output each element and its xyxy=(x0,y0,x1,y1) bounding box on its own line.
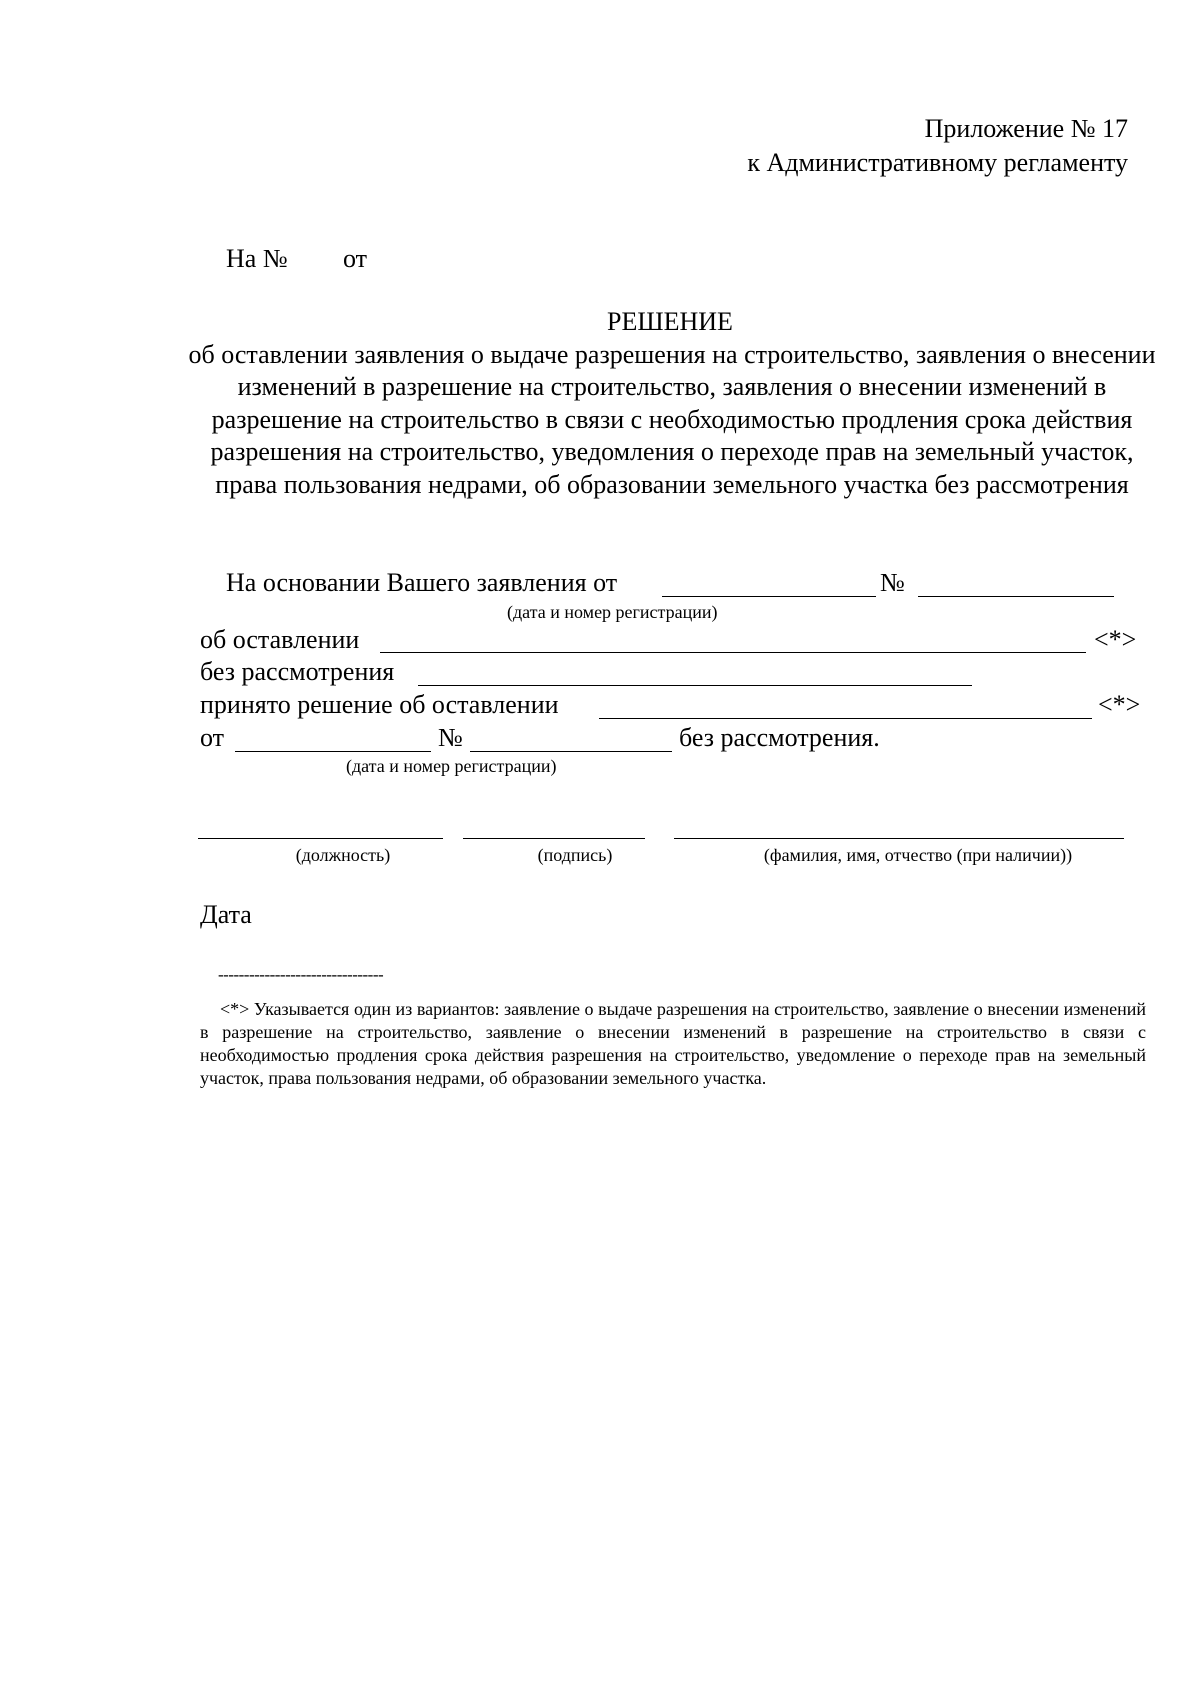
application-date-field[interactable] xyxy=(662,596,876,597)
full-name-field[interactable] xyxy=(674,838,1124,839)
application-number-field[interactable] xyxy=(918,596,1114,597)
position-caption: (должность) xyxy=(295,845,391,865)
appendix-header xyxy=(747,112,1128,180)
document-title: РЕШЕНИЕ xyxy=(607,307,733,336)
leaving-label: об оставлении xyxy=(200,625,360,654)
appendix-number: Приложение № 17 xyxy=(924,114,1128,143)
reference-number-label: На № xyxy=(226,244,288,273)
footnote-text: <*> Указывается один из вариантов: заявление о выдаче разрешения на строительство, заявление о внесении изменений в разрешение на строительство, заявление о внесении изменений в разрешение на строительство в связи с необходимостью продления срока действия разрешения на строительство, уведомление о переходе прав на земельный участок, права пользования недрами, об образовании земельного участка. xyxy=(200,999,1146,1088)
decision-number-label: № xyxy=(438,723,463,752)
position-field[interactable] xyxy=(198,838,443,839)
registration-caption: (дата и номер регистрации) xyxy=(346,756,557,776)
full-name-caption: (фамилия, имя, отчество (при наличии)) xyxy=(763,845,1073,865)
registration-caption: (дата и номер регистрации) xyxy=(507,602,718,622)
footnote-marker: <*> xyxy=(1094,625,1137,654)
footnote-separator: -------------------------------- xyxy=(218,965,384,984)
decision-date-field[interactable] xyxy=(235,751,431,752)
appendix-reference: к Административному регламенту xyxy=(747,148,1128,177)
from-label: от xyxy=(200,723,225,752)
basis-label: На основании Вашего заявления от xyxy=(226,568,618,597)
decision-number-field[interactable] xyxy=(470,751,672,752)
without-review-suffix: без рассмотрения. xyxy=(679,723,880,752)
decision-label: принято решение об оставлении xyxy=(200,690,559,719)
decision-subject-field[interactable] xyxy=(599,718,1092,719)
date-label: Дата xyxy=(200,900,252,929)
application-number-label: № xyxy=(880,568,905,597)
reference-date-label: от xyxy=(343,244,368,273)
leaving-subject-field[interactable] xyxy=(380,652,1086,653)
footnote-marker: <*> xyxy=(1098,690,1141,719)
without-review-field[interactable] xyxy=(418,685,972,686)
signature-caption: (подпись) xyxy=(537,845,613,865)
without-review-label: без рассмотрения xyxy=(200,657,395,686)
document-subtitle: об оставлении заявления о выдаче разрешения на строительство, заявления о внесении изменений в разрешение на строительство, заявления о внесении изменений в разрешение на строительство в связи с необходимостью продления срока действия разрешения на строительство, уведомления о переходе прав на земельный участок, права пользования недрами, об образовании земельного участка без рассмотрения xyxy=(188,340,1156,499)
signature-field[interactable] xyxy=(463,838,645,839)
